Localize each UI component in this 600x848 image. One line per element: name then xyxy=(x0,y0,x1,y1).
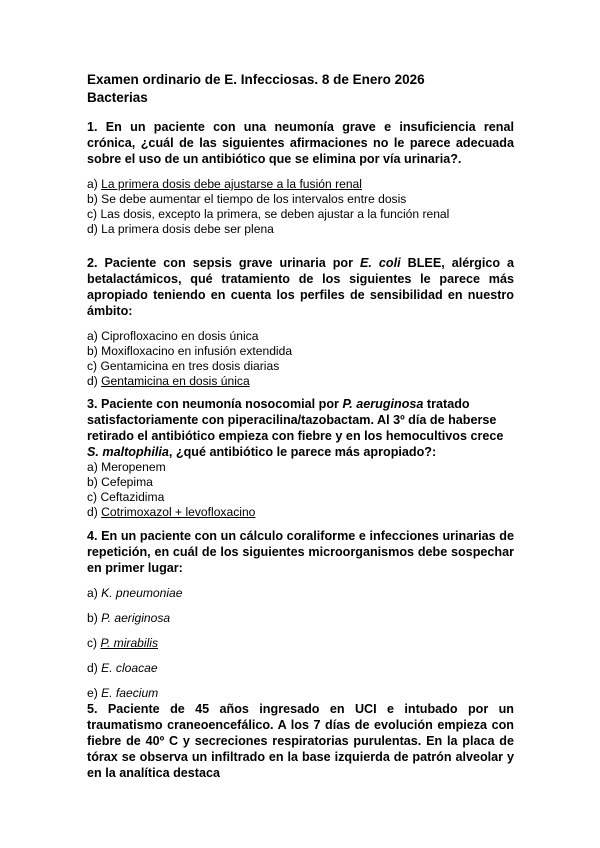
question-3-options xyxy=(87,460,514,520)
question-2-option-a: a) Ciprofloxacino en dosis única xyxy=(87,329,259,343)
question-3-option-b: b) Cefepima xyxy=(87,475,153,489)
question-4-options xyxy=(87,586,514,711)
question-2 xyxy=(87,255,514,389)
question-4-stem: 4. En un paciente con un cálculo coraliforme e infecciones urinarias de repetición, en cuál de los siguientes microorganismos debe sospechar en primer lugar: xyxy=(87,529,514,575)
question-3-option-a: a) Meropenem xyxy=(87,460,166,474)
question-1-option-b: b) Se debe aumentar el tiempo de los intervalos entre dosis xyxy=(87,192,407,206)
question-2-option-d: d) Gentamicina en dosis única xyxy=(87,374,250,388)
organism-name: E. coli xyxy=(360,256,401,270)
question-1-option-c: c) Las dosis, excepto la primera, se deben ajustar a la función renal xyxy=(87,207,450,221)
exam-header xyxy=(87,71,537,107)
question-4-option-a: a) K. pneumoniae xyxy=(87,586,183,600)
question-1-option-a: a) La primera dosis debe ajustarse a la fusión renal xyxy=(87,177,362,191)
question-4-option-d: d) E. cloacae xyxy=(87,661,158,675)
question-4 xyxy=(87,528,514,711)
correct-answer: La primera dosis debe ajustarse a la fusión renal xyxy=(101,177,362,191)
question-3-option-c: c) Ceftazidima xyxy=(87,490,165,504)
question-2-option-b: b) Moxifloxacino en infusión extendida xyxy=(87,344,293,358)
question-1-stem: 1. En un paciente con una neumonía grave e insuficiencia renal crónica, ¿cuál de las siguientes afirmaciones no le parece adecuada sobre el uso de un antibiótico que se elimina por vía urinaria?. xyxy=(87,120,514,166)
question-4-option-e: e) E. faecium xyxy=(87,686,159,700)
question-2-options xyxy=(87,329,514,389)
correct-answer: P. mirabilis xyxy=(100,636,159,650)
organism-name: S. maltophilia xyxy=(87,445,169,459)
question-1 xyxy=(87,119,514,237)
question-1-option-d: d) La primera dosis debe ser plena xyxy=(87,222,274,236)
question-2-option-c: c) Gentamicina en tres dosis diarias xyxy=(87,359,280,373)
organism-name: P. aeruginosa xyxy=(342,397,424,411)
question-1-options xyxy=(87,177,514,237)
question-5 xyxy=(87,701,514,781)
exam-section: Bacterias xyxy=(87,90,148,105)
correct-answer: Gentamicina en dosis única xyxy=(101,374,250,388)
correct-answer: Cotrimoxazol + levofloxacino xyxy=(101,505,256,519)
exam-title: Examen ordinario de E. Infecciosas. 8 de Enero 2026 xyxy=(87,72,425,87)
question-2-stem: 2. Paciente con sepsis grave urinaria por E. coli BLEE, alérgico a betalactámicos, qué tratamiento de los siguientes le parece más apropiado teniendo en cuenta los perfiles de sensibilidad en nuestro ámbito: xyxy=(87,256,515,318)
question-4-option-c: c) P. mirabilis xyxy=(87,636,159,650)
question-4-option-b: b) P. aeriginosa xyxy=(87,611,171,625)
question-3 xyxy=(87,396,514,520)
question-5-stem: 5. Paciente de 45 años ingresado en UCI e intubado por un traumatismo craneoencefálico. A los 7 días de evolución empieza con fiebre de 40º C y secreciones respiratorias purulentas. En la placa de tórax se observa un infiltrado en la base izquierda de patrón alveolar y en la analítica destaca xyxy=(87,702,514,780)
question-3-option-d: d) Cotrimoxazol + levofloxacino xyxy=(87,505,256,519)
question-3-stem: 3. Paciente con neumonía nosocomial por P. aeruginosa tratado satisfactoriamente con piperacilina/tazobactam. Al 3º día de haberse retirado el antibiótico empieza con fiebre y en los hemocultivos crece S. maltophilia, ¿qué antibiótico le parece más apropiado?: xyxy=(87,397,504,459)
